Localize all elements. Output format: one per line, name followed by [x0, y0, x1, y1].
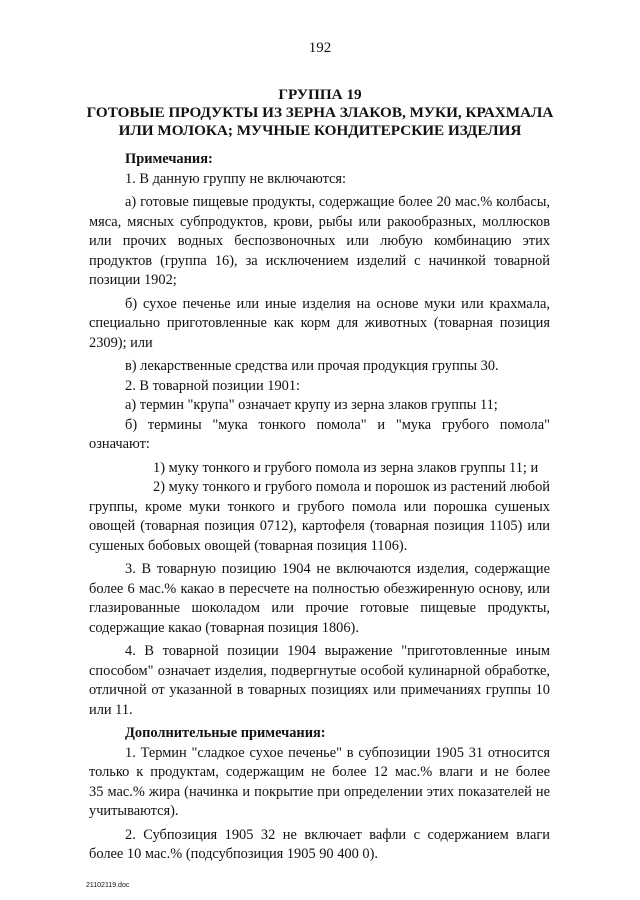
group-title-line-2: ИЛИ МОЛОКА; МУЧНЫЕ КОНДИТЕРСКИЕ ИЗДЕЛИЯ — [118, 122, 522, 139]
note-3-line: глазированные шоколадом или прочие готовые пищевые продукты, — [89, 600, 550, 616]
note-2b2-line: 2) муку тонкого и грубого помола и порошок из растений любой — [153, 479, 550, 495]
note-2b-line: означают: — [89, 436, 150, 452]
note-1b-line: б) сухое печенье или иные изделия на основе муки или крахмала, — [125, 295, 550, 312]
note-2b2-line: группы, кроме муки тонкого и грубого помола или порошка сушеных — [89, 498, 550, 515]
note-1a-line: позиции 1902; — [89, 272, 177, 288]
note-1a-line: продуктов (группа 16), за исключением изделий с начинкой товарной — [89, 252, 550, 269]
additional-note-2-line: более 10 мас.% (подсубпозиция 1905 90 400 0). — [89, 846, 378, 862]
additional-note-1-line: только к продуктам, содержащим не более 12 мас.% влаги и не более — [89, 764, 550, 780]
file-name-footer: 21102119.doc — [86, 882, 130, 889]
note-1b-line: специально приготовленные как корм для животных (товарная позиция — [89, 315, 550, 331]
note-2-intro: 2. В товарной позиции 1901: — [125, 377, 301, 394]
note-1-intro: 1. В данную группу не включаются: — [125, 170, 347, 187]
note-4-line: способом" означает изделия, подвергнутые особой кулинарной обработке, — [89, 662, 550, 679]
note-1a-line: или прочих водных беспозвоночных или любую комбинацию этих — [89, 233, 550, 249]
additional-note-2-line: 2. Субпозиция 1905 32 не включает вафли с содержанием влаги — [125, 826, 550, 843]
group-title-line-1: ГОТОВЫЕ ПРОДУКТЫ ИЗ ЗЕРНА ЗЛАКОВ, МУКИ, КРАХМАЛА — [86, 104, 554, 121]
note-1b-line: 2309); или — [89, 334, 153, 351]
group-heading — [60, 86, 580, 140]
notes-body — [89, 150, 550, 865]
note-2a-line: а) термин "крупа" означает крупу из зерна злаков группы 11; — [125, 397, 498, 413]
note-4-line: 4. В товарной позиции 1904 выражение "приготовленные иным — [125, 643, 550, 659]
note-3-line: 3. В товарную позицию 1904 не включаются изделия, содержащие — [125, 561, 550, 577]
additional-note-1-line: 1. Термин "сладкое сухое печенье" в субпозиции 1905 31 относится — [125, 744, 550, 761]
additional-note-1-line: учитываются). — [89, 803, 179, 819]
note-4-line: отличной от указанной в товарных позициях или примечаниях группы 10 — [89, 682, 550, 698]
notes-heading: Примечания: — [125, 151, 213, 167]
note-1c-line: в) лекарственные средства или прочая продукция группы 30. — [125, 358, 499, 374]
note-2b1-line: 1) муку тонкого и грубого помола из зерна злаков группы 11; и — [153, 459, 539, 476]
page-number: 192 — [308, 40, 332, 56]
note-4-line: или 11. — [89, 701, 133, 718]
note-1a-line: а) готовые пищевые продукты, содержащие более 20 мас.% колбасы, — [125, 194, 550, 210]
note-3-line: более 6 мас.% какао в пересчете на полностью обезжиренную основу, или — [89, 580, 550, 597]
note-2b2-line: овощей (товарная позиция 0712), картофеля (товарная позиция 1105) или — [89, 518, 550, 534]
additional-notes-heading: Дополнительные примечания: — [125, 725, 326, 741]
additional-note-1-line: 35 мас.% жира (начинка и покрытие при определении этих показателей не — [89, 783, 550, 800]
group-number: ГРУППА 19 — [278, 86, 362, 103]
note-3-line: содержащие какао (товарная позиция 1806). — [89, 619, 359, 636]
note-1a-line: мяса, мясных субпродуктов, крови, рыбы или ракообразных, моллюсков — [89, 213, 550, 230]
note-2b2-line: сушеных бобовых овощей (товарная позиция 1106). — [89, 537, 408, 554]
note-2b-line: б) термины "мука тонкого помола" и "мука грубого помола" — [125, 416, 550, 433]
